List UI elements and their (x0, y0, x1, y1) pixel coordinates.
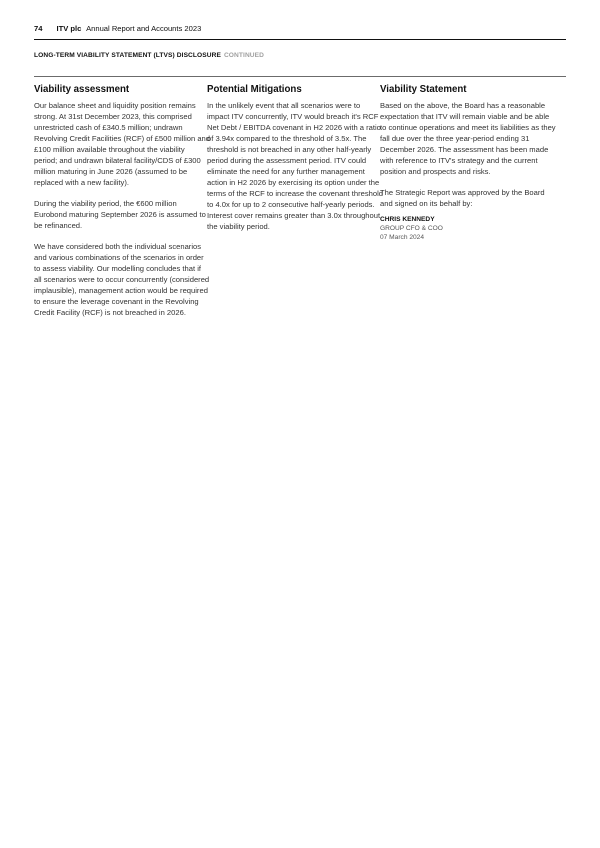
body-paragraph: Our balance sheet and liquidity position remains strong. At 31st December 2023, this comprised unrestricted cash of £340.5 million; undrawn Revolving Credit Facilities (RCF) of £500 million and £100 million available throughout the viability period; and undrawn bilateral facility/CDS of £300 million maturing in June 2026 (assumed to be replaced with a new facility). (34, 101, 210, 187)
header-divider (34, 39, 566, 40)
page-number: 74 (34, 24, 43, 33)
section-title (34, 52, 566, 59)
viability-assessment-heading: Viability assessment (34, 84, 130, 95)
page-header (34, 24, 566, 33)
viability-assessment-column (34, 84, 210, 328)
section-continued-label: CONTINUED (223, 52, 265, 59)
body-paragraph: Based on the above, the Board has a reasonable expectation that ITV will remain viable and be able to continue operations and meet its liabilities as they fall due over the three year-period ending 31 December 2026. The assessment has been made with reference to ITV's strategy and the current position and prospects and risks. (380, 101, 556, 176)
company-name: ITV plc (56, 24, 82, 33)
signature-date: 07 March 2024 (380, 234, 424, 241)
section-title-text: LONG-TERM VIABILITY STATEMENT (LTVS) DISCLOSURE (34, 52, 221, 59)
body-paragraph: We have considered both the individual scenarios and various combinations of the scenarios in order to assess viability. Our modelling concludes that if all scenarios were to occur concurrently (considered implausible), management action would be required to ensure the leverage covenant in the Revolving Credit Facility (RCF) is not breached in 2026. (34, 242, 210, 317)
viability-statement-column (380, 84, 556, 242)
potential-mitigations-heading: Potential Mitigations (207, 84, 302, 95)
signatory-name: CHRIS KENNEDY (380, 216, 435, 223)
body-paragraph: In the unlikely event that all scenarios were to impact ITV concurrently, ITV would breach it's RCF Net Debt / EBITDA covenant in H2 2026 with a ratio of 3.94x compared to the threshold of 3.5x. The threshold is not breached in any other half-yearly period during the assessment period. ITV could eliminate the need for any further management action in H2 2026 by exercising its option under the terms of the RCF to increase the covenant threshold to 4.0x for up to 2 consecutive half-yearly periods. Interest cover remains greater than 3.0x throughout the viability period. (207, 101, 384, 231)
body-paragraph: During the viability period, the €600 million Eurobond maturing September 2026 is assumed to be refinanced. (34, 199, 206, 230)
document-title: Annual Report and Accounts 2023 (86, 24, 202, 33)
signatory-title: GROUP CFO & COO (380, 225, 443, 232)
potential-mitigations-column (207, 84, 383, 242)
body-paragraph: The Strategic Report was approved by the Board and signed on its behalf by: (380, 188, 545, 208)
section-divider (34, 76, 566, 77)
viability-statement-heading: Viability Statement (380, 84, 467, 95)
